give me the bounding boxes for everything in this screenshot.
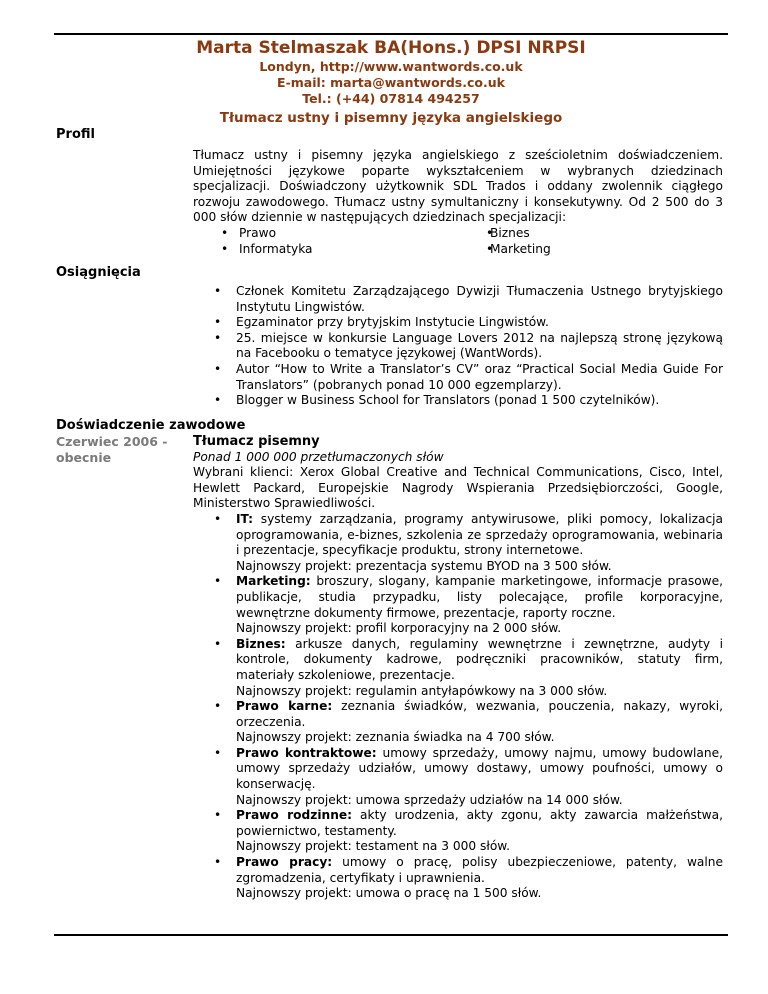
achievements-list xyxy=(193,284,723,409)
item-label: IT: xyxy=(236,511,254,526)
experience-item xyxy=(193,699,723,746)
item-text: arkusze danych, regulaminy wewnętrzne i zewnętrzne, audyty i kontrole, dokumenty kadrowe, podręczniki pracowników, statuty firm, materiały szkoleniowe, prezentacje. xyxy=(236,636,723,682)
item-project: Najnowszy projekt: umowa sprzedaży udziałów na 14 000 słów. xyxy=(236,792,623,807)
spec-item: • Marketing xyxy=(458,242,723,258)
item-project: Najnowszy projekt: regulamin antyłapówkowy na 3 000 słów. xyxy=(236,683,608,698)
clients-text: Wybrani klienci: Xerox Global Creative and Technical Communications, Cisco, Intel, Hewlett Packard, Europejskie Nagrody Wspierania Przedsiębiorczości, Google, Ministerstwo Sprawiedliwości. xyxy=(193,465,723,511)
bottom-rule xyxy=(54,934,728,936)
top-rule xyxy=(54,33,728,35)
section-title-osiagniecia: Osiągnięcia xyxy=(56,265,141,280)
achievement-item: • Członek Komitetu Zarządzającego Dywizji Tłumaczenia Ustnego brytyjskiego Instytutu Lingwistów. xyxy=(193,284,723,315)
experience-item xyxy=(193,637,723,699)
item-label: Prawo rodzinne: xyxy=(236,808,353,823)
achievement-item: • Blogger w Business School for Translators (ponad 1 500 czytelników). xyxy=(193,393,723,409)
item-text: umowy sprzedaży, umowy najmu, umowy budowlane, umowy sprzedaży udziałów, umowy dostawy, umowy poufności, umowy o konserwację. xyxy=(236,745,723,792)
item-text: broszury, slogany, kampanie marketingowe, informacje prasowe, publikacje, studia przypadku, listy polecające, profile korporacyjne, wewnętrzne dokumenty firmowe, prezentacje, raporty roczne. xyxy=(236,574,723,620)
email-line: E-mail: marta@wantwords.co.uk xyxy=(277,75,505,90)
item-label: Prawo kontraktowe: xyxy=(236,745,377,760)
item-project: Najnowszy projekt: prezentacja systemu BYOD na 3 500 słów. xyxy=(236,558,612,573)
experience-section xyxy=(193,434,723,902)
spec-item: • Prawo xyxy=(193,226,458,242)
job-subtitle: Ponad 1 000 000 przetłumaczonych słów xyxy=(193,449,444,464)
achievement-item: • Egzaminator przy brytyjskim Instytucie Lingwistów. xyxy=(193,315,723,331)
item-label: Marketing: xyxy=(236,574,311,589)
section-title-profil: Profil xyxy=(56,127,95,142)
role-heading: Tłumacz ustny i pisemny języka angielskiego xyxy=(219,110,563,126)
experience-item xyxy=(193,855,723,902)
spec-item: • Biznes xyxy=(458,226,723,242)
item-label: Prawo karne: xyxy=(236,699,333,714)
item-text: umowy o pracę, polisy ubezpieczeniowe, patenty, walne zgromadzenia, certyfikaty i uprawnienia. xyxy=(236,855,724,885)
job-title: Tłumacz pisemny xyxy=(193,434,320,449)
experience-item xyxy=(193,574,723,636)
specializations-list xyxy=(193,226,723,257)
experience-item xyxy=(193,512,723,574)
item-project: Najnowszy projekt: testament na 3 000 słów. xyxy=(236,839,511,854)
item-project: Najnowszy projekt: zeznania świadka na 4 700 słów. xyxy=(236,730,555,745)
date-line: obecnie xyxy=(56,449,112,465)
experience-item xyxy=(193,746,723,808)
item-text: akty urodzenia, akty zgonu, akty zawarcia małżeństwa, powiernictwo, testamenty. xyxy=(236,808,723,838)
item-text: zeznania świadków, wezwania, pouczenia, nakazy, wyroki, orzeczenia. xyxy=(236,699,723,729)
item-label: Prawo pracy: xyxy=(236,855,333,870)
date-line: Czerwiec 2006 - xyxy=(56,434,168,449)
phone-line: Tel.: (+44) 07814 494257 xyxy=(302,91,480,106)
name-heading: Marta Stelmaszak BA(Hons.) DPSI NRPSI xyxy=(196,38,586,58)
item-project: Najnowszy projekt: umowa o pracę na 1 500 słów. xyxy=(236,886,542,901)
profil-section xyxy=(193,148,723,257)
profil-text: Tłumacz ustny i pisemny języka angielskiego z sześcioletnim doświadczeniem. Umiejętności językowe poparte wykształceniem w wybranych dziedzinach specjalizacji. Doświadczony użytkownik SDL Trados i oddany zwolennik ciągłego rozwoju zawodowego. Tłumacz ustny symultaniczny i konsekutywny. Od 2 500 do 3 000 słów dziennie w następujących dziedzinach specjalizacji: xyxy=(193,148,723,225)
item-text: systemy zarządzania, programy antywirusowe, pliki pomocy, lokalizacja oprogramowania, e-biznes, szkolenia ze sprzedaży oprogramowania, webinaria i prezentacje, specyfikacje produktu, strony internetowe. xyxy=(236,511,723,558)
section-title-doswiadczenie: Doświadczenie zawodowe xyxy=(56,418,246,433)
job-date xyxy=(56,434,168,465)
item-label: Biznes: xyxy=(236,636,286,651)
cv-header xyxy=(54,37,728,127)
item-project: Najnowszy projekt: profil korporacyjny na 2 000 słów. xyxy=(236,621,562,636)
spec-item: • Informatyka xyxy=(193,242,458,258)
location-line: Londyn, http://www.wantwords.co.uk xyxy=(259,59,523,74)
achievement-item: • 25. miejsce w konkursie Language Lovers 2012 na najlepszą stronę językową na Facebooku o tematyce językowej (WantWords). xyxy=(193,331,723,362)
experience-item xyxy=(193,808,723,855)
achievement-item: • Autor “How to Write a Translator’s CV” oraz “Practical Social Media Guide For Translators” (pobranych ponad 10 000 egzemplarzy). xyxy=(193,362,723,393)
